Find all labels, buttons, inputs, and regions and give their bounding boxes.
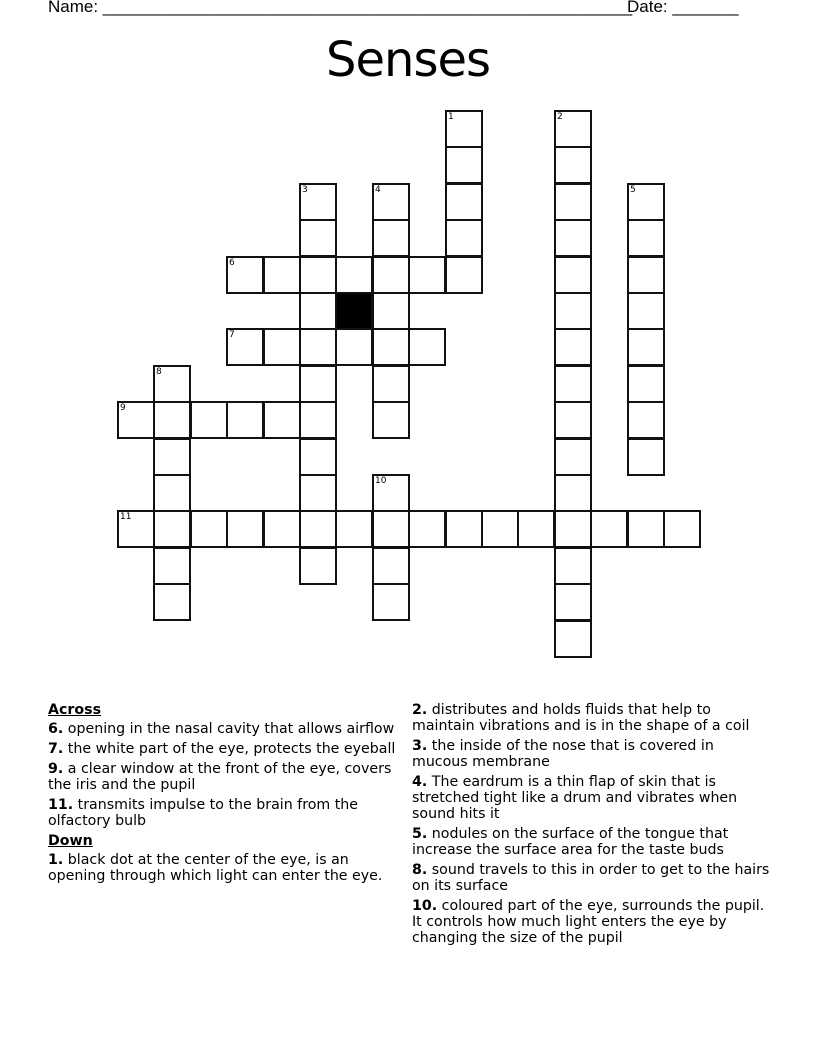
grid-cell[interactable] xyxy=(627,219,665,257)
grid-cell[interactable] xyxy=(372,219,410,257)
grid-cell[interactable] xyxy=(554,292,592,330)
grid-cell[interactable] xyxy=(153,365,191,403)
grid-cell[interactable] xyxy=(627,328,665,366)
clue-number-label: 7 xyxy=(229,330,235,340)
grid-cell[interactable] xyxy=(627,292,665,330)
grid-cell[interactable] xyxy=(299,292,337,330)
grid-cell[interactable] xyxy=(372,474,410,512)
grid-cell[interactable] xyxy=(554,183,592,221)
grid-cell[interactable] xyxy=(627,365,665,403)
clue-across-6 xyxy=(48,721,403,737)
clue-across-11 xyxy=(48,797,403,829)
clues-left-column xyxy=(48,702,403,888)
clue-number-label: 3 xyxy=(302,185,308,195)
clue-text: opening in the nasal cavity that allows airflow xyxy=(67,721,395,737)
clue-number-label: 5 xyxy=(630,185,636,195)
clue-number: 2. xyxy=(412,702,428,718)
clue-text: transmits impulse to the brain from the olfactory bulb xyxy=(48,797,359,829)
grid-cell[interactable] xyxy=(117,401,155,439)
grid-cell[interactable] xyxy=(299,547,337,585)
grid-cell[interactable] xyxy=(372,183,410,221)
grid-cell[interactable] xyxy=(153,547,191,585)
clue-text: sound travels to this in order to get to the hairs on its surface xyxy=(412,862,770,894)
clue-text: a clear window at the front of the eye, covers the iris and the pupil xyxy=(48,761,392,793)
clue-text: black dot at the center of the eye, is an opening through which light can enter the eye. xyxy=(48,852,383,884)
clue-number-label: 2 xyxy=(557,112,563,122)
clue-text: The eardrum is a thin flap of skin that is stretched tight like a drum and vibrates when sound hits it xyxy=(412,774,738,822)
grid-cell[interactable] xyxy=(372,583,410,621)
grid-cell[interactable] xyxy=(299,219,337,257)
grid-cell[interactable] xyxy=(554,547,592,585)
clue-text: coloured part of the eye, surrounds the pupil. It controls how much light enters the eye by changing the size of the pupil xyxy=(412,898,765,946)
across-heading: Across xyxy=(48,702,102,718)
clue-number: 10. xyxy=(412,898,438,914)
clues-right-column xyxy=(412,702,774,950)
grid-cell[interactable] xyxy=(517,510,555,548)
grid-cell[interactable] xyxy=(335,510,373,548)
grid-cell[interactable] xyxy=(226,256,264,294)
black-cell xyxy=(335,292,373,330)
clue-down-10 xyxy=(412,898,774,946)
grid-cell[interactable] xyxy=(299,328,337,366)
clue-number: 8. xyxy=(412,862,428,878)
grid-cell[interactable] xyxy=(372,292,410,330)
grid-cell[interactable] xyxy=(627,256,665,294)
grid-cell[interactable] xyxy=(554,328,592,366)
clue-number: 9. xyxy=(48,761,64,777)
grid-cell[interactable] xyxy=(554,401,592,439)
grid-cell[interactable] xyxy=(263,256,301,294)
grid-cell[interactable] xyxy=(299,256,337,294)
grid-cell[interactable] xyxy=(153,583,191,621)
grid-cell[interactable] xyxy=(153,474,191,512)
clue-number-label: 10 xyxy=(375,476,387,486)
grid-cell[interactable] xyxy=(153,401,191,439)
clue-number-label: 1 xyxy=(448,112,454,122)
grid-cell[interactable] xyxy=(372,510,410,548)
clue-text: the inside of the nose that is covered in mucous membrane xyxy=(412,738,714,770)
clue-number: 11. xyxy=(48,797,74,813)
grid-cell[interactable] xyxy=(554,365,592,403)
clue-down-1 xyxy=(48,852,403,884)
grid-cell[interactable] xyxy=(590,510,628,548)
grid-cell[interactable] xyxy=(372,401,410,439)
clue-across-9 xyxy=(48,761,403,793)
grid-cell[interactable] xyxy=(335,256,373,294)
grid-cell[interactable] xyxy=(445,510,483,548)
clue-down-2 xyxy=(412,702,774,734)
grid-cell[interactable] xyxy=(663,510,701,548)
clue-text: nodules on the surface of the tongue that increase the surface area for the taste buds xyxy=(412,826,729,858)
clue-down-8 xyxy=(412,862,774,894)
grid-cell[interactable] xyxy=(408,256,446,294)
grid-cell[interactable] xyxy=(190,510,228,548)
grid-cell[interactable] xyxy=(408,328,446,366)
grid-cell[interactable] xyxy=(299,365,337,403)
clue-number-label: 4 xyxy=(375,185,381,195)
name-field-label[interactable]: Name: ________________________________________________________ xyxy=(48,0,633,16)
grid-cell[interactable] xyxy=(299,510,337,548)
grid-cell[interactable] xyxy=(263,401,301,439)
grid-cell[interactable] xyxy=(445,256,483,294)
grid-cell[interactable] xyxy=(554,256,592,294)
grid-cell[interactable] xyxy=(226,328,264,366)
clue-number: 4. xyxy=(412,774,428,790)
grid-cell[interactable] xyxy=(554,110,592,148)
grid-cell[interactable] xyxy=(372,547,410,585)
grid-cell[interactable] xyxy=(372,328,410,366)
clue-number: 5. xyxy=(412,826,428,842)
grid-cell[interactable] xyxy=(299,438,337,476)
grid-cell[interactable] xyxy=(627,438,665,476)
clue-number-label: 9 xyxy=(120,403,126,413)
grid-cell[interactable] xyxy=(445,110,483,148)
clue-number-label: 8 xyxy=(156,367,162,377)
grid-cell[interactable] xyxy=(554,146,592,184)
clue-number-label: 6 xyxy=(229,258,235,268)
grid-cell[interactable] xyxy=(481,510,519,548)
grid-cell[interactable] xyxy=(554,510,592,548)
grid-cell[interactable] xyxy=(263,328,301,366)
page-title: Senses xyxy=(326,32,490,88)
grid-cell[interactable] xyxy=(299,474,337,512)
clue-number: 6. xyxy=(48,721,64,737)
clue-text: the white part of the eye, protects the eyeball xyxy=(67,741,396,757)
grid-cell[interactable] xyxy=(627,401,665,439)
clue-down-4 xyxy=(412,774,774,822)
clue-number: 3. xyxy=(412,738,428,754)
grid-cell[interactable] xyxy=(153,510,191,548)
grid-cell[interactable] xyxy=(445,146,483,184)
clue-text: distributes and holds fluids that help to maintain vibrations and is in the shape of a coil xyxy=(412,702,750,734)
grid-cell[interactable] xyxy=(627,510,665,548)
grid-cell[interactable] xyxy=(117,510,155,548)
grid-cell[interactable] xyxy=(153,438,191,476)
clue-across-7 xyxy=(48,741,403,757)
grid-cell[interactable] xyxy=(335,328,373,366)
clue-down-3 xyxy=(412,738,774,770)
grid-cell[interactable] xyxy=(554,620,592,658)
grid-cell[interactable] xyxy=(445,183,483,221)
grid-cell[interactable] xyxy=(408,510,446,548)
grid-cell[interactable] xyxy=(226,510,264,548)
date-field-label[interactable]: Date: _______ xyxy=(627,0,739,16)
grid-cell[interactable] xyxy=(554,219,592,257)
grid-cell[interactable] xyxy=(627,183,665,221)
grid-cell[interactable] xyxy=(190,401,228,439)
grid-cell[interactable] xyxy=(372,365,410,403)
grid-cell[interactable] xyxy=(554,438,592,476)
grid-cell[interactable] xyxy=(299,401,337,439)
grid-cell[interactable] xyxy=(372,256,410,294)
grid-cell[interactable] xyxy=(226,401,264,439)
grid-cell[interactable] xyxy=(554,474,592,512)
clue-down-5 xyxy=(412,826,774,858)
clue-number-label: 11 xyxy=(120,512,132,522)
clue-number: 7. xyxy=(48,741,64,757)
grid-cell[interactable] xyxy=(263,510,301,548)
down-heading: Down xyxy=(48,833,93,849)
clue-number: 1. xyxy=(48,852,64,868)
grid-cell[interactable] xyxy=(554,583,592,621)
grid-cell[interactable] xyxy=(299,183,337,221)
grid-cell[interactable] xyxy=(445,219,483,257)
